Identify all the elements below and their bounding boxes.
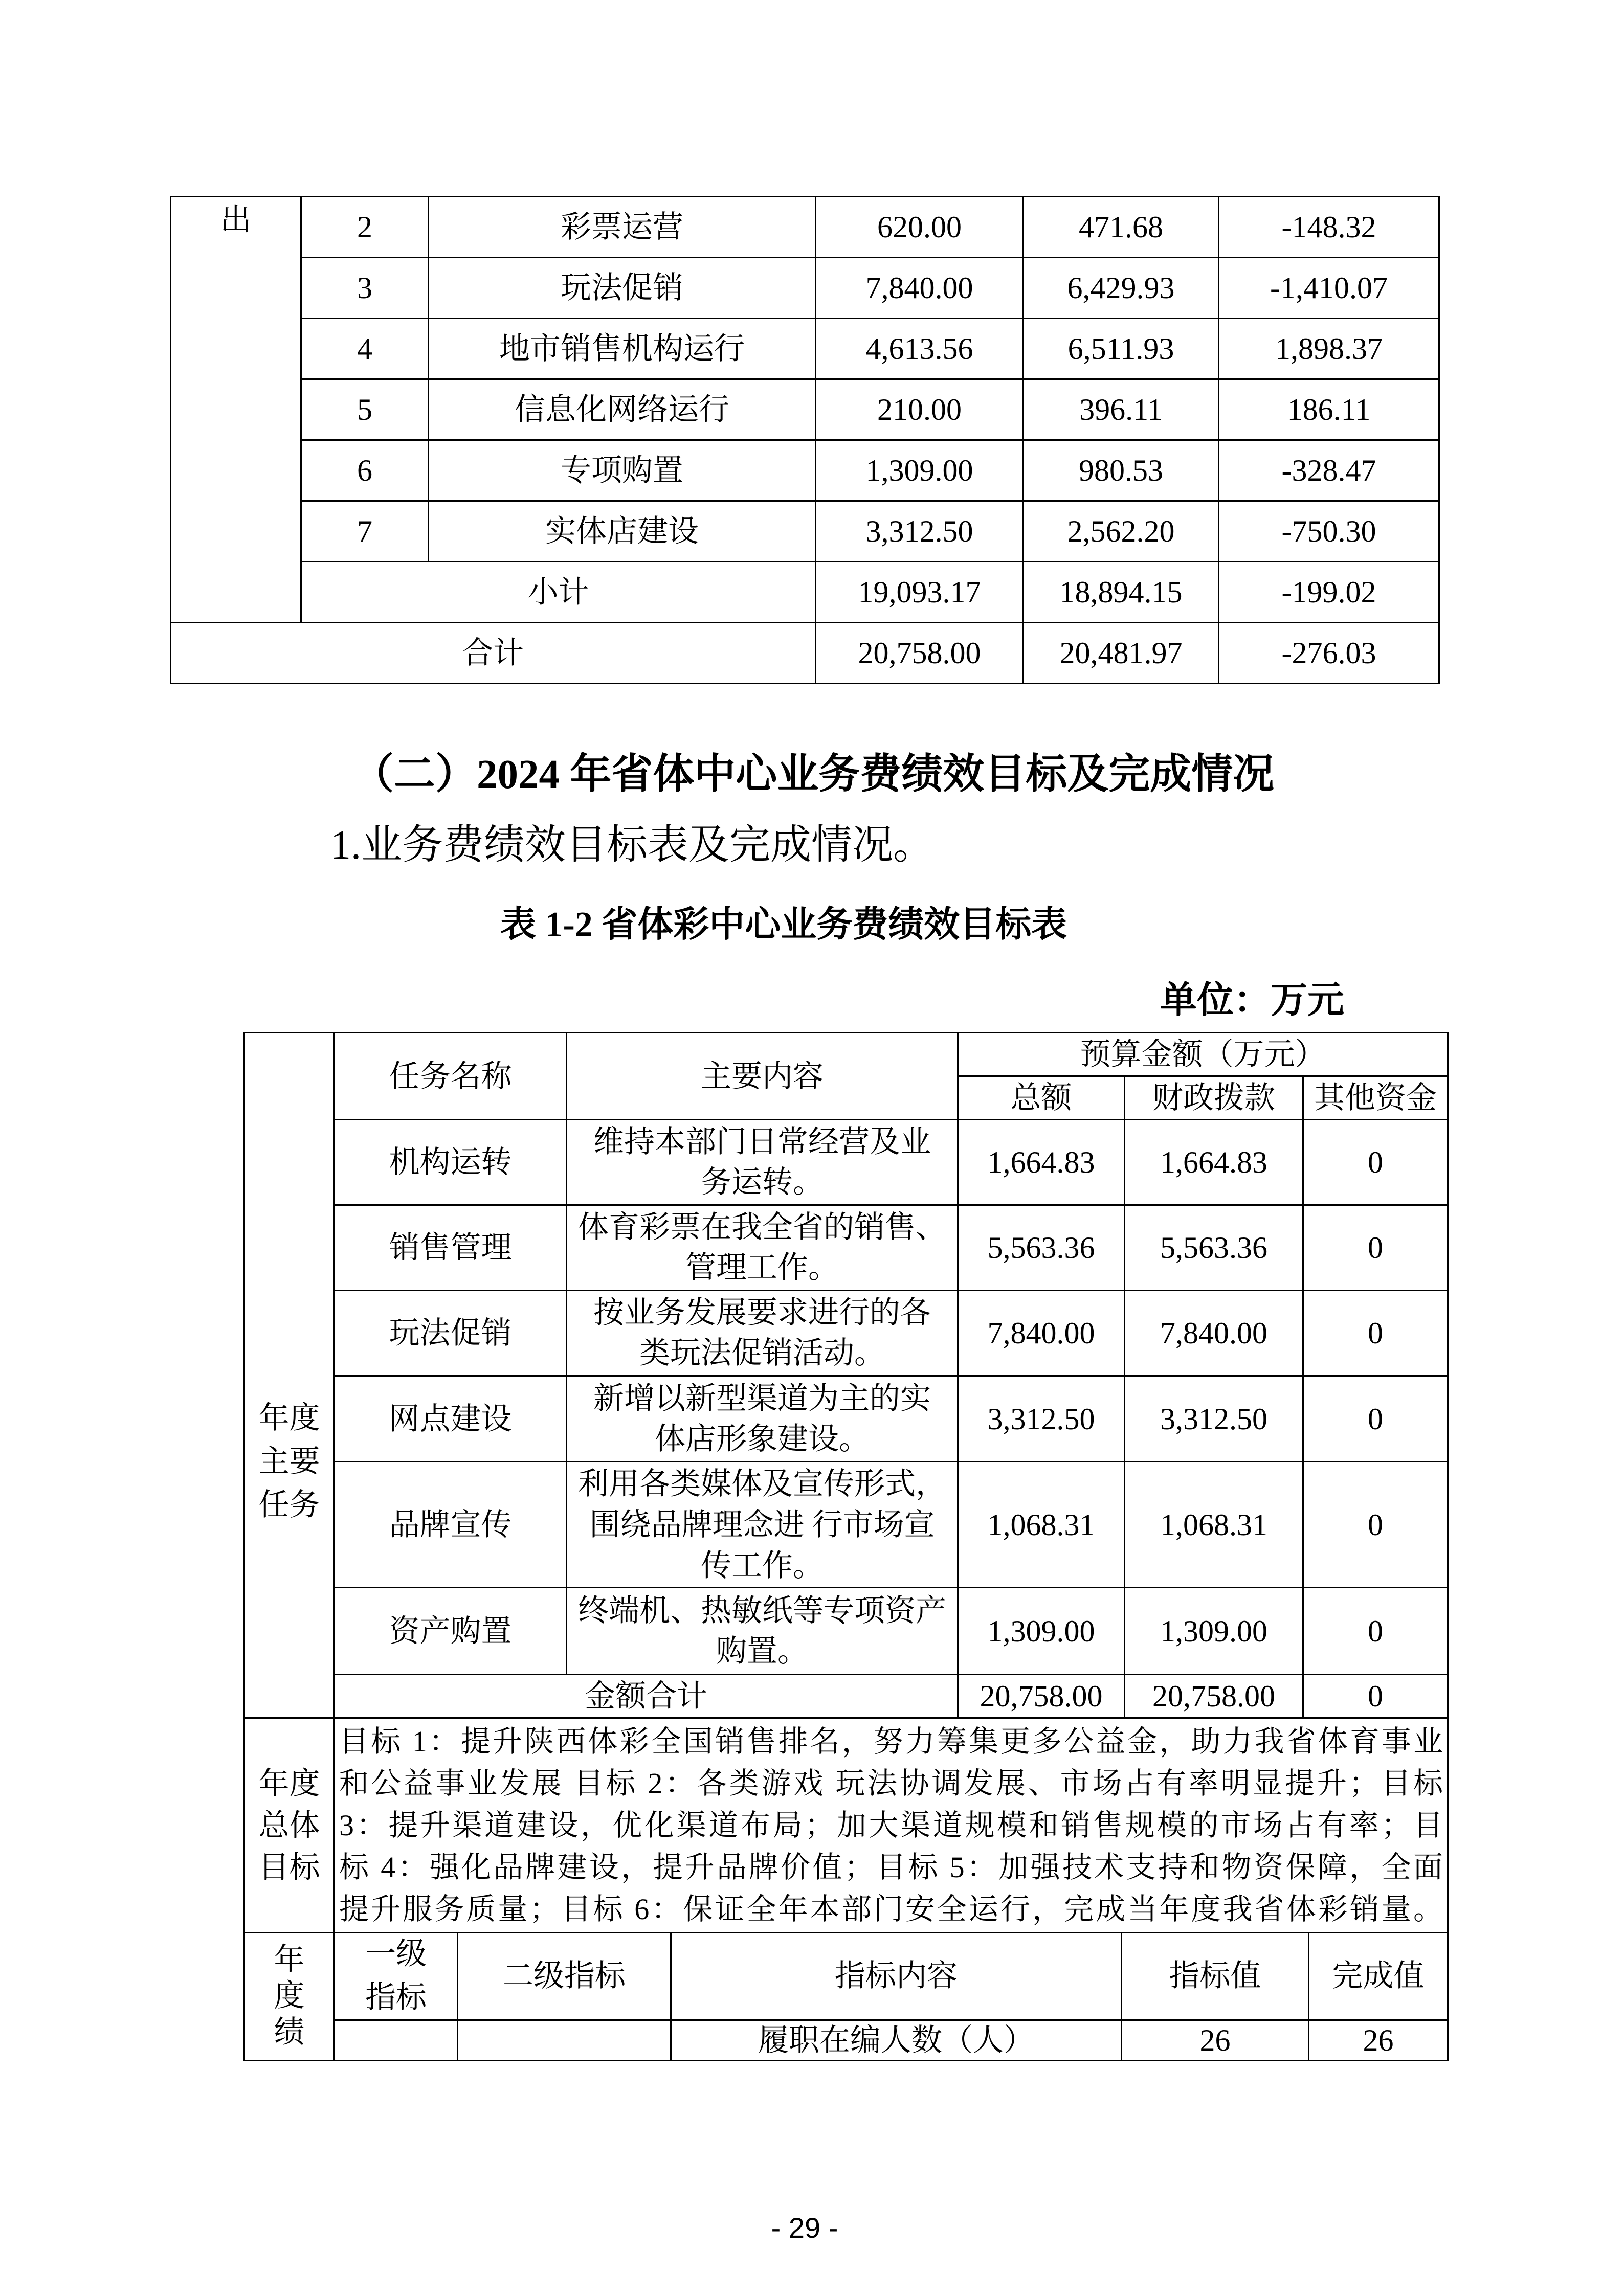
level2-cell <box>458 2020 671 2061</box>
label-line: 目标 <box>258 1850 320 1884</box>
content-line: 围绕品牌理念进 行市场宣 <box>589 1507 935 1542</box>
indicator-row <box>244 2020 1448 2061</box>
header-result-value: 完成值 <box>1309 1932 1448 2020</box>
task-other: 0 <box>1303 1588 1448 1675</box>
row-number: 5 <box>301 379 429 440</box>
subtotal-label: 小计 <box>301 562 816 623</box>
label-line: 总体 <box>258 1808 320 1842</box>
subtotal-actual: 18,894.15 <box>1024 562 1219 623</box>
task-other: 0 <box>1303 1205 1448 1291</box>
header-level1 <box>335 1932 458 2020</box>
budget-value: 210.00 <box>816 379 1024 440</box>
goal-line: 3：提升渠道建设，优化渠道布局；加大渠道规模和销售规模的市场占有率；目 <box>339 1808 1443 1842</box>
content-line: 类玩法促销活动。 <box>639 1336 885 1370</box>
indicator-content: 履职在编人数（人） <box>671 2020 1122 2061</box>
actual-value: 6,511.93 <box>1024 319 1219 379</box>
amount-total-other: 0 <box>1303 1675 1448 1718</box>
task-row <box>244 1588 1448 1675</box>
budget-value: 7,840.00 <box>816 258 1024 319</box>
task-total: 1,664.83 <box>958 1120 1125 1205</box>
task-other: 0 <box>1303 1376 1448 1462</box>
task-row <box>244 1205 1448 1291</box>
content-line: 传工作。 <box>701 1548 824 1583</box>
table-row <box>171 440 1439 501</box>
label-char: 绩 <box>274 2015 305 2049</box>
total-actual: 20,481.97 <box>1024 623 1219 684</box>
task-content <box>567 1376 958 1462</box>
unit-label: 单位：万元 <box>1160 980 1345 1021</box>
indicator-target: 26 <box>1122 2020 1309 2061</box>
row-number: 6 <box>301 440 429 501</box>
table-caption: 表 1-2 省体彩中心业务费绩效目标表 <box>500 905 1067 944</box>
budget-value: 620.00 <box>816 197 1024 258</box>
content-line: 维持本部门日常经营及业 <box>593 1125 931 1159</box>
item-name: 玩法促销 <box>429 258 816 319</box>
task-content <box>567 1588 958 1675</box>
header-row <box>244 1033 1448 1076</box>
header-content: 主要内容 <box>567 1033 958 1120</box>
budget-value: 3,312.50 <box>816 501 1024 562</box>
performance-label <box>244 1932 335 2061</box>
task-name: 资产购置 <box>335 1588 567 1675</box>
diff-value: -148.32 <box>1219 197 1439 258</box>
main-tasks-label <box>244 1033 335 1718</box>
task-row <box>244 1462 1448 1588</box>
table-row <box>171 501 1439 562</box>
row-number: 3 <box>301 258 429 319</box>
actual-value: 2,562.20 <box>1024 501 1219 562</box>
total-diff: -276.03 <box>1219 623 1439 684</box>
table-row <box>171 319 1439 379</box>
label-line: 年度 <box>258 1766 320 1800</box>
task-content <box>567 1120 958 1205</box>
label-char: 度 <box>274 1979 305 2013</box>
header-line: 一级 <box>365 1937 427 1971</box>
task-total: 1,309.00 <box>958 1588 1125 1675</box>
row-number: 2 <box>301 197 429 258</box>
amount-total-row <box>244 1675 1448 1718</box>
task-name: 玩法促销 <box>335 1291 567 1376</box>
task-total: 1,068.31 <box>958 1462 1125 1588</box>
overall-goal-row <box>244 1718 1448 1933</box>
performance-indicator-table <box>243 1932 1449 2061</box>
overall-goal-text <box>335 1718 1448 1933</box>
overall-goal-label <box>244 1718 335 1933</box>
actual-value: 6,429.93 <box>1024 258 1219 319</box>
goal-line: 和公益事业发展 目标 2：各类游戏 玩法协调发展、市场占有率明显提升；目标 <box>339 1766 1443 1800</box>
task-other: 0 <box>1303 1462 1448 1588</box>
task-fiscal: 7,840.00 <box>1125 1291 1303 1376</box>
task-other: 0 <box>1303 1291 1448 1376</box>
content-line: 利用各类媒体及宣传形式， <box>578 1467 946 1501</box>
header-row <box>244 1932 1448 2020</box>
header-total: 总额 <box>958 1076 1125 1120</box>
subtotal-diff: -199.02 <box>1219 562 1439 623</box>
table-row <box>171 379 1439 440</box>
total-budget: 20,758.00 <box>816 623 1024 684</box>
content-line: 新增以新型渠道为主的实 <box>593 1381 931 1415</box>
task-fiscal: 1,309.00 <box>1125 1588 1303 1675</box>
expenditure-side-label: 出 <box>171 197 301 623</box>
header-line: 指标 <box>365 1980 427 2014</box>
task-fiscal: 3,312.50 <box>1125 1376 1303 1462</box>
task-row <box>244 1291 1448 1376</box>
content-line: 终端机、热敏纸等专项资产 <box>578 1593 946 1628</box>
task-name: 网点建设 <box>335 1376 567 1462</box>
content-line: 务运转。 <box>701 1165 824 1199</box>
section-heading: （二）2024 年省体中心业务费绩效目标及完成情况 <box>352 751 1275 797</box>
label-line: 主要 <box>258 1445 320 1478</box>
task-total: 7,840.00 <box>958 1291 1125 1376</box>
task-other: 0 <box>1303 1120 1448 1205</box>
expenditure-table <box>170 196 1440 684</box>
label-line: 任务 <box>258 1488 320 1522</box>
row-number: 7 <box>301 501 429 562</box>
item-name: 彩票运营 <box>429 197 816 258</box>
header-fiscal: 财政拨款 <box>1125 1076 1303 1120</box>
task-name: 品牌宣传 <box>335 1462 567 1588</box>
diff-value: -328.47 <box>1219 440 1439 501</box>
task-content <box>567 1462 958 1588</box>
content-line: 体育彩票在我全省的销售、 <box>578 1210 946 1244</box>
amount-total-label: 金额合计 <box>335 1675 958 1718</box>
header-other: 其他资金 <box>1303 1076 1448 1120</box>
performance-target-table <box>243 1032 1449 1933</box>
header-task-name: 任务名称 <box>335 1033 567 1120</box>
task-fiscal: 1,068.31 <box>1125 1462 1303 1588</box>
header-indicator-content: 指标内容 <box>671 1932 1122 2020</box>
diff-value: -750.30 <box>1219 501 1439 562</box>
content-line: 管理工作。 <box>685 1251 839 1285</box>
row-number: 4 <box>301 319 429 379</box>
task-name: 销售管理 <box>335 1205 567 1291</box>
table-row <box>171 258 1439 319</box>
task-content <box>567 1291 958 1376</box>
task-row <box>244 1376 1448 1462</box>
total-label: 合计 <box>171 623 816 684</box>
label-line: 年度 <box>258 1401 320 1435</box>
item-name: 专项购置 <box>429 440 816 501</box>
label-char: 年 <box>274 1943 305 1976</box>
item-name: 信息化网络运行 <box>429 379 816 440</box>
diff-value: 186.11 <box>1219 379 1439 440</box>
item-name: 实体店建设 <box>429 501 816 562</box>
total-row <box>171 623 1439 684</box>
subtotal-budget: 19,093.17 <box>816 562 1024 623</box>
header-budget: 预算金额（万元） <box>958 1033 1448 1076</box>
budget-value: 4,613.56 <box>816 319 1024 379</box>
task-fiscal: 5,563.36 <box>1125 1205 1303 1291</box>
header-target-value: 指标值 <box>1122 1932 1309 2020</box>
task-content <box>567 1205 958 1291</box>
amount-total-fiscal: 20,758.00 <box>1125 1675 1303 1718</box>
task-row <box>244 1120 1448 1205</box>
header-level2: 二级指标 <box>458 1932 671 2020</box>
budget-value: 1,309.00 <box>816 440 1024 501</box>
table-row <box>171 197 1439 258</box>
actual-value: 471.68 <box>1024 197 1219 258</box>
goal-line: 目标 1：提升陕西体彩全国销售排名，努力筹集更多公益金，助力我省体育事业 <box>339 1724 1443 1758</box>
content-line: 购置。 <box>716 1634 808 1668</box>
diff-value: -1,410.07 <box>1219 258 1439 319</box>
task-name: 机构运转 <box>335 1120 567 1205</box>
page-number: - 29 - <box>771 2212 838 2244</box>
actual-value: 980.53 <box>1024 440 1219 501</box>
content-line: 体店形象建设。 <box>655 1422 870 1456</box>
level1-cell <box>335 2020 458 2061</box>
indicator-result: 26 <box>1309 2020 1448 2061</box>
goal-line: 标 4：强化品牌建设，提升品牌价值；目标 5：加强技术支持和物资保障，全面 <box>339 1850 1443 1884</box>
item-name: 地市销售机构运行 <box>429 319 816 379</box>
subtotal-row <box>171 562 1439 623</box>
diff-value: 1,898.37 <box>1219 319 1439 379</box>
task-total: 3,312.50 <box>958 1376 1125 1462</box>
content-line: 按业务发展要求进行的各 <box>593 1296 931 1330</box>
task-total: 5,563.36 <box>958 1205 1125 1291</box>
actual-value: 396.11 <box>1024 379 1219 440</box>
goal-line: 提升服务质量；目标 6：保证全年本部门安全运行，完成当年度我省体彩销量。 <box>339 1892 1443 1926</box>
amount-total-total: 20,758.00 <box>958 1675 1125 1718</box>
section-subheading: 1.业务费绩效目标表及完成情况。 <box>330 823 934 868</box>
task-fiscal: 1,664.83 <box>1125 1120 1303 1205</box>
